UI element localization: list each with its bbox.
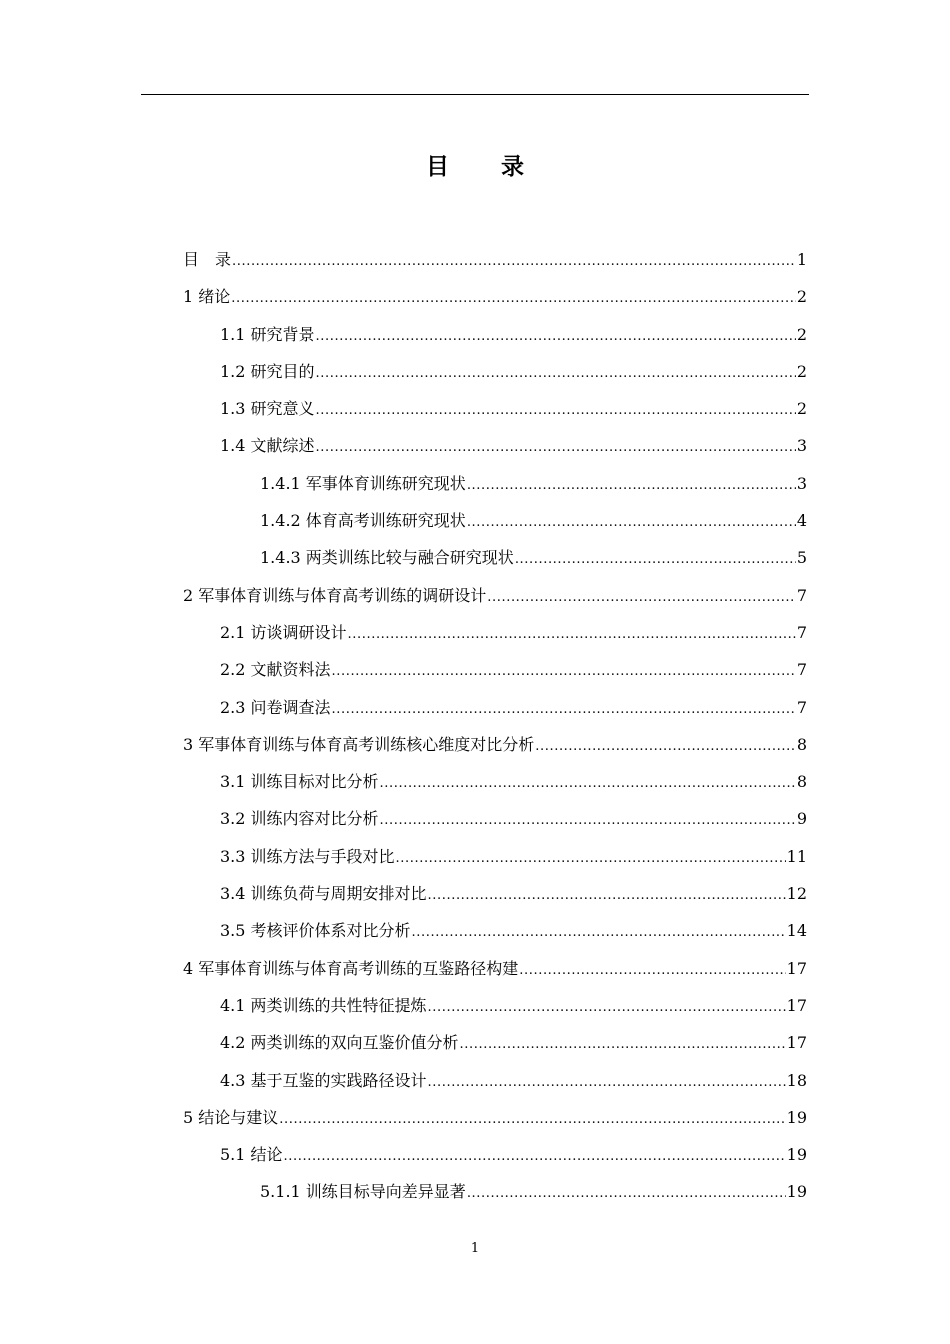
toc-entry-title: 2.2 文献资料法 [220, 660, 331, 680]
toc-entry-page-number: 2 [796, 287, 807, 307]
toc-entry[interactable] [183, 695, 807, 732]
toc-dot-leader [279, 1113, 785, 1126]
toc-entry-page-number: 7 [796, 660, 807, 680]
toc-entry[interactable] [183, 657, 807, 694]
toc-entry[interactable] [183, 1030, 807, 1067]
toc-dot-leader [316, 404, 796, 417]
toc-entry-page-number: 8 [796, 772, 807, 792]
toc-entry-title: 1.4 文献综述 [220, 436, 315, 456]
toc-entry-title: 4.1 两类训练的共性特征提炼 [220, 995, 427, 1015]
toc-entry-title: 1.4.3 两类训练比较与融合研究现状 [260, 548, 514, 568]
toc-entry-title: 3.4 训练负荷与周期安排对比 [220, 884, 427, 904]
toc-entry[interactable] [183, 359, 807, 396]
toc-entry[interactable] [183, 806, 807, 843]
toc-entry-page-number: 2 [796, 361, 807, 381]
toc-entry-page-number: 7 [796, 622, 807, 642]
toc-entry[interactable] [183, 918, 807, 955]
toc-entry[interactable] [183, 956, 807, 993]
toc-entry-page-number: 12 [786, 884, 807, 904]
toc-entry[interactable] [183, 993, 807, 1030]
toc-entry[interactable] [183, 1179, 807, 1216]
toc-dot-leader [515, 553, 796, 566]
toc-entry-title: 3.5 考核评价体系对比分析 [220, 921, 411, 941]
toc-entry-page-number: 7 [796, 585, 807, 605]
toc-dot-leader [332, 703, 796, 716]
toc-dot-leader [428, 1001, 786, 1014]
toc-dot-leader [231, 292, 796, 305]
toc-dot-leader [316, 367, 796, 380]
toc-entry-page-number: 3 [796, 473, 807, 493]
toc-dot-leader [467, 479, 796, 492]
toc-dot-leader [412, 926, 786, 939]
toc-entry-title: 1.3 研究意义 [220, 399, 315, 419]
page-title: 目 录 [425, 154, 546, 180]
toc-entry-page-number: 2 [796, 399, 807, 419]
toc-entry-page-number: 19 [786, 1107, 807, 1127]
toc-entry[interactable] [183, 1142, 807, 1179]
toc-dot-leader [332, 665, 796, 678]
toc-entry-page-number: 1 [796, 250, 807, 269]
toc-entry-page-number: 8 [796, 734, 807, 754]
toc-entry-page-number: 9 [796, 809, 807, 829]
toc-dot-leader [467, 1187, 786, 1200]
toc-entry-page-number: 3 [796, 436, 807, 456]
toc-entry-title: 2.3 问卷调查法 [220, 697, 331, 717]
toc-entry-title: 2.1 访谈调研设计 [220, 622, 347, 642]
toc-entry[interactable] [183, 247, 807, 284]
toc-entry[interactable] [183, 732, 807, 769]
toc-entry-page-number: 19 [786, 1182, 807, 1202]
toc-dot-leader [428, 1076, 786, 1089]
toc-entry-page-number: 19 [786, 1145, 807, 1165]
toc-entry[interactable] [183, 322, 807, 359]
toc-entry-title: 3 军事体育训练与体育高考训练核心维度对比分析 [183, 734, 535, 754]
toc-entry[interactable] [183, 396, 807, 433]
toc-entry-title: 3.1 训练目标对比分析 [220, 772, 379, 792]
toc-dot-leader [348, 628, 796, 641]
toc-dot-leader [396, 852, 786, 865]
toc-entry-page-number: 11 [786, 846, 807, 866]
toc-dot-leader [380, 777, 796, 790]
toc-entry[interactable] [183, 508, 807, 545]
toc-dot-leader [232, 255, 796, 268]
header-rule [141, 94, 809, 95]
toc-dot-leader [284, 1150, 786, 1163]
toc-dot-leader [316, 330, 796, 343]
toc-entry-title: 2 军事体育训练与体育高考训练的调研设计 [183, 585, 487, 605]
toc-dot-leader [428, 889, 786, 902]
toc-entry-title: 1.1 研究背景 [220, 324, 315, 344]
footer-page-number: 1 [470, 1241, 480, 1256]
toc-entry[interactable] [183, 881, 807, 918]
toc-dot-leader [487, 591, 796, 604]
toc-entry-title: 5 结论与建议 [183, 1107, 279, 1127]
toc-entry[interactable] [183, 471, 807, 508]
toc-entry-page-number: 5 [796, 548, 807, 568]
toc-entry-page-number: 17 [786, 995, 807, 1015]
toc-entry-page-number: 17 [786, 1033, 807, 1053]
toc-entry-title: 4 军事体育训练与体育高考训练的互鉴路径构建 [183, 958, 519, 978]
toc-entry-title: 1.2 研究目的 [220, 361, 315, 381]
toc-entry-title: 3.3 训练方法与手段对比 [220, 846, 395, 866]
toc-entry-title: 目 录 [183, 250, 232, 269]
toc-entry-page-number: 2 [796, 324, 807, 344]
toc-dot-leader [460, 1038, 786, 1051]
toc-entry-page-number: 18 [786, 1070, 807, 1090]
table-of-contents [183, 247, 807, 1217]
toc-entry[interactable] [183, 545, 807, 582]
toc-entry-title: 4.2 两类训练的双向互鉴价值分析 [220, 1033, 459, 1053]
toc-entry-title: 4.3 基于互鉴的实践路径设计 [220, 1070, 427, 1090]
toc-entry[interactable] [183, 284, 807, 321]
toc-entry[interactable] [183, 433, 807, 470]
toc-entry[interactable] [183, 583, 807, 620]
toc-entry[interactable] [183, 1105, 807, 1142]
toc-dot-leader [316, 441, 796, 454]
toc-entry[interactable] [183, 844, 807, 881]
toc-dot-leader [535, 740, 796, 753]
toc-entry-title: 3.2 训练内容对比分析 [220, 809, 379, 829]
toc-dot-leader [380, 814, 796, 827]
toc-entry[interactable] [183, 1068, 807, 1105]
toc-entry-page-number: 17 [786, 958, 807, 978]
toc-entry-title: 1 绪论 [183, 287, 231, 307]
toc-entry-page-number: 7 [796, 697, 807, 717]
toc-entry[interactable] [183, 769, 807, 806]
toc-dot-leader [519, 964, 785, 977]
toc-entry-page-number: 14 [786, 921, 807, 941]
toc-entry-title: 1.4.2 体育高考训练研究现状 [260, 511, 466, 531]
toc-entry-title: 1.4.1 军事体育训练研究现状 [260, 473, 466, 493]
toc-entry[interactable] [183, 620, 807, 657]
toc-entry-page-number: 4 [796, 511, 807, 531]
toc-entry-title: 5.1 结论 [220, 1145, 283, 1165]
toc-dot-leader [467, 516, 796, 529]
toc-entry-title: 5.1.1 训练目标导向差异显著 [260, 1182, 466, 1202]
